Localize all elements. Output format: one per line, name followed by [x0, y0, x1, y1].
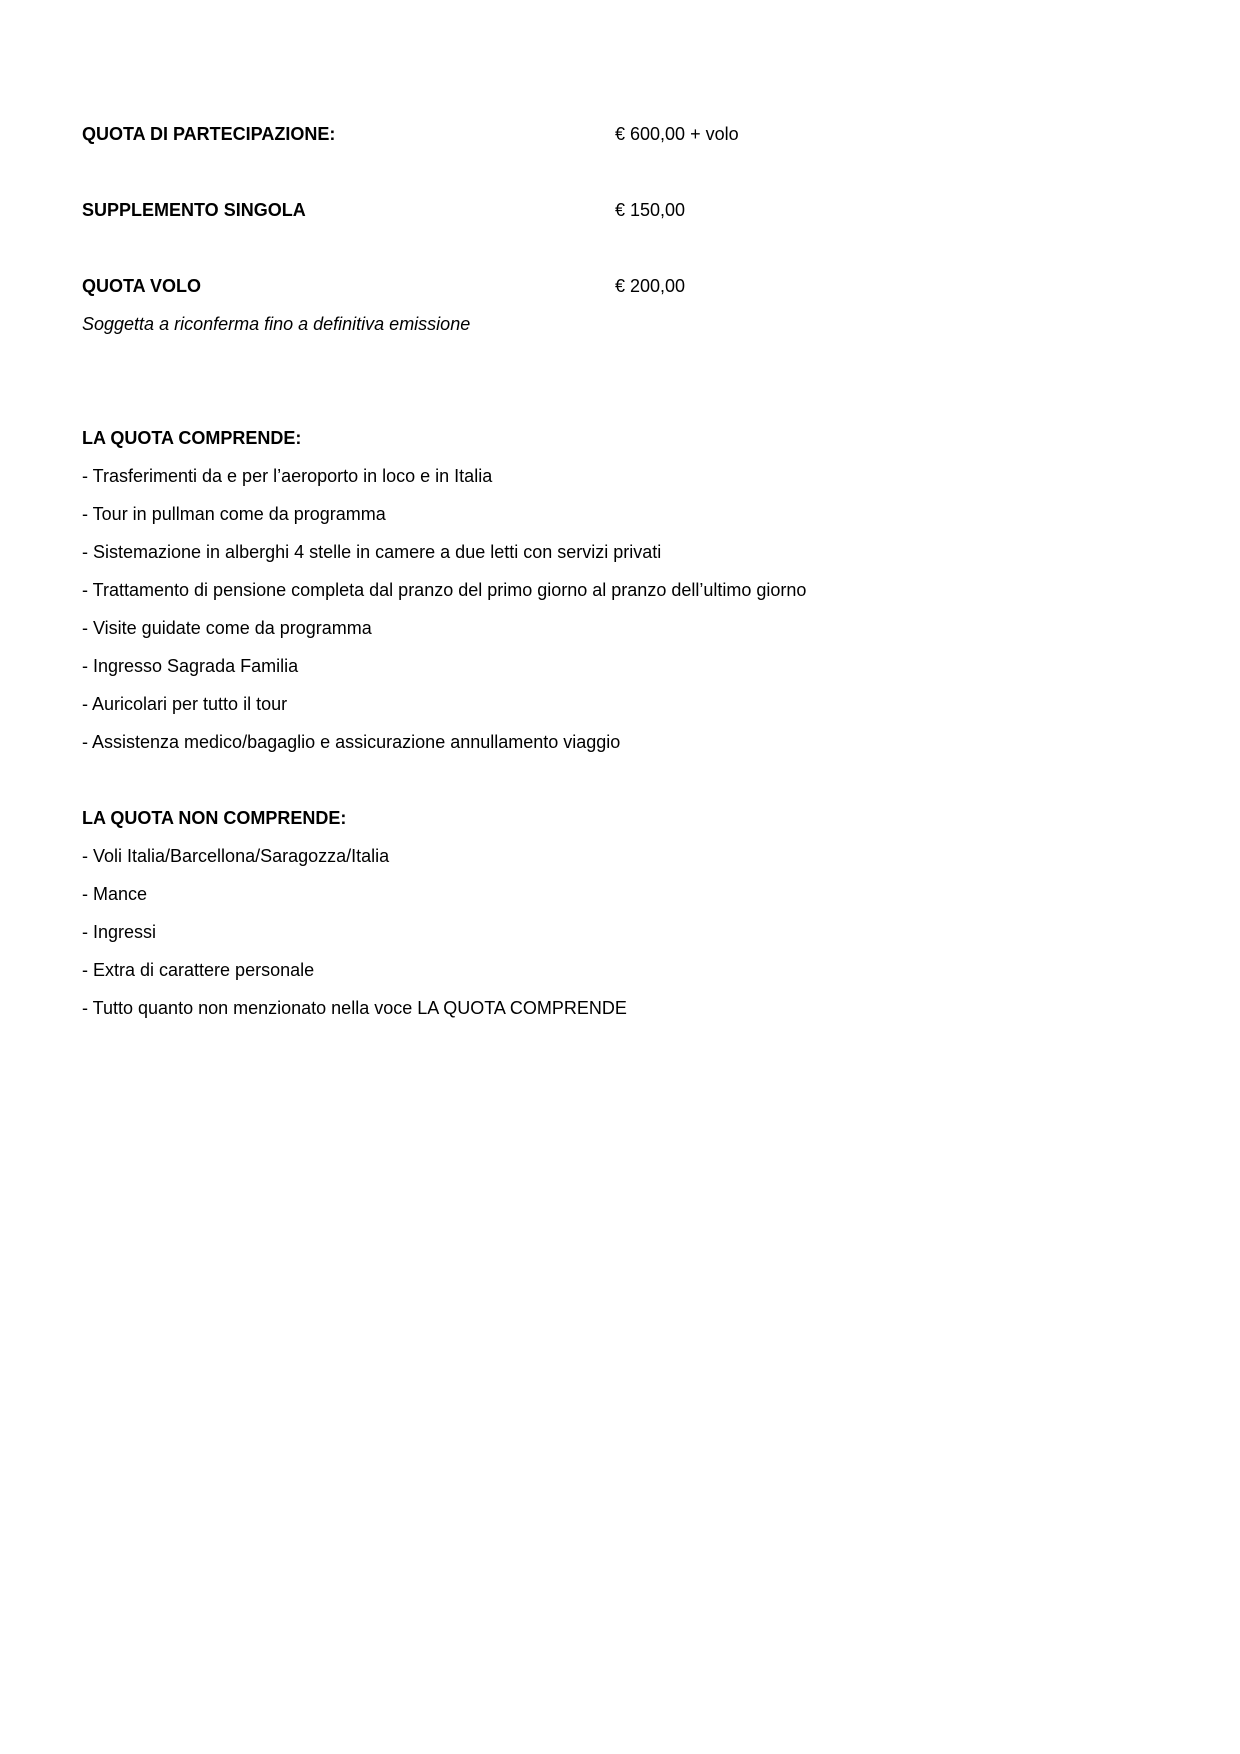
- list-item: - Visite guidate come da programma: [82, 618, 372, 638]
- flight-value: € 200,00: [615, 276, 686, 296]
- participation-label: QUOTA DI PARTECIPAZIONE:: [82, 124, 336, 144]
- single-supplement-value: € 150,00: [615, 200, 686, 220]
- participation-value: € 600,00 + volo: [615, 124, 739, 144]
- list-item: - Assistenza medico/bagaglio e assicurazione annullamento viaggio: [82, 732, 621, 752]
- list-item: - Tour in pullman come da programma: [82, 504, 386, 524]
- list-item: - Extra di carattere personale: [82, 960, 315, 980]
- list-item: - Tutto quanto non menzionato nella voce LA QUOTA COMPRENDE: [82, 998, 627, 1018]
- flight-label: QUOTA VOLO: [82, 276, 201, 296]
- single-supplement-label: SUPPLEMENTO SINGOLA: [82, 200, 306, 220]
- list-item: - Ingressi: [82, 922, 157, 942]
- list-item: - Auricolari per tutto il tour: [82, 694, 288, 714]
- flight-note: Soggetta a riconferma fino a definitiva emissione: [82, 314, 471, 334]
- list-item: - Trasferimenti da e per l’aeroporto in loco e in Italia: [82, 466, 493, 486]
- list-item: - Trattamento di pensione completa dal pranzo del primo giorno al pranzo dell’ultimo giorno: [82, 580, 807, 600]
- excludes-list: [82, 845, 627, 1035]
- includes-list: [82, 465, 806, 769]
- list-item: - Ingresso Sagrada Familia: [82, 656, 299, 676]
- excludes-heading: LA QUOTA NON COMPRENDE:: [82, 808, 347, 828]
- list-item: - Mance: [82, 884, 148, 904]
- list-item: - Sistemazione in alberghi 4 stelle in camere a due letti con servizi privati: [82, 542, 662, 562]
- list-item: - Voli Italia/Barcellona/Saragozza/Italia: [82, 846, 390, 866]
- includes-heading: LA QUOTA COMPRENDE:: [82, 428, 302, 448]
